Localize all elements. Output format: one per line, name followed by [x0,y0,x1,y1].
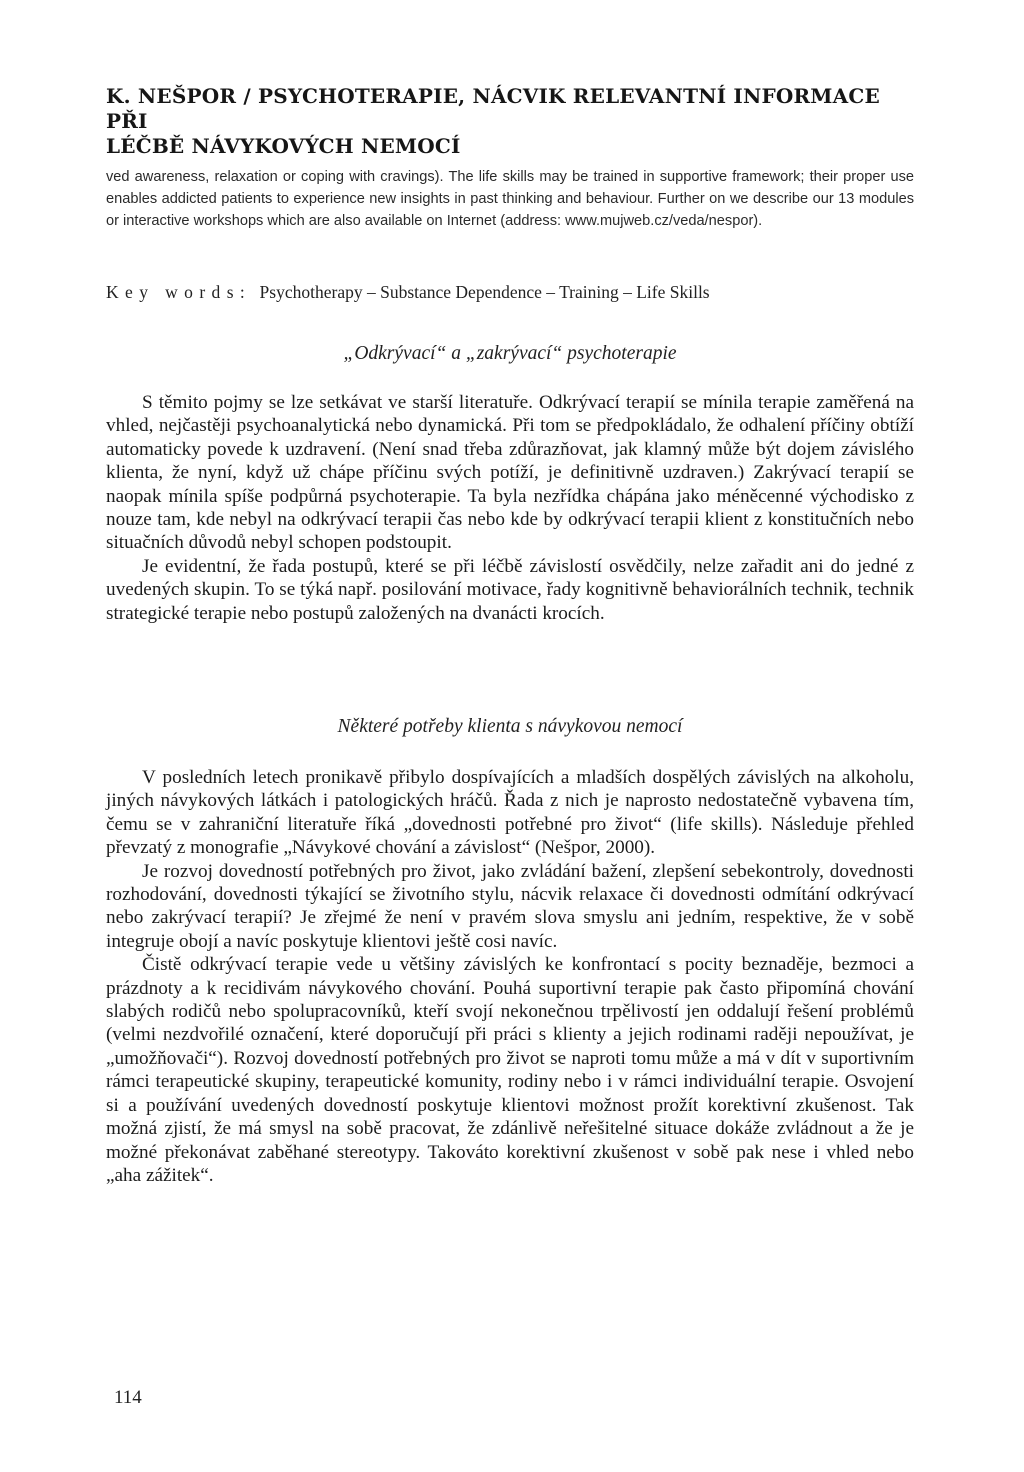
running-header [106,84,926,159]
paragraph: S těmito pojmy se lze setkávat ve starší literatuře. Odkrývací terapií se mínila terapie zaměřená na vhled, nejčastěji psychoanalytická nebo dynamická. Při tom se předpokládalo, že odhalení příčiny obtíží automaticky povede k uzdravení. (Není snad třeba zdůrazňovat, jak klamný může být dojem závislého klienta, že nyní, když už chápe příčinu svých potíží, je definitivně uzdraven.) Zakrývací terapií se naopak mínila spíše podpůrná psychoterapie. Ta byla nezřídka chápána jako méněcenné východisko z nouze tam, kde nebyl na odkrývací terapii čas nebo kde by odkrývací terapii klient z konstitučních nebo situačních důvodů nebyl schopen podstoupit. [106,392,914,554]
paragraph: Je rozvoj dovedností potřebných pro život, jako zvládání bažení, zlepšení sebekontroly, dovednosti rozhodování, dovednosti týkající se životního stylu, nácvik relaxace či dovednosti odmítání odkrývací nebo zakrývací terapií? Je zřejmé že není v pravém slova smyslu ani jedním, respektive, že v sobě integruje obojí a navíc poskytuje klientovi ještě cosi navíc. [106,860,914,952]
section-1-body [106,391,914,625]
abstract-text: ved awareness, relaxation or coping with cravings). The life skills may be trained in supportive framework; their proper use enables addicted patients to experience new insights in past thinking and behaviour. Further on we describe our 13 modules or interactive workshops which are also available on Internet (address: www.mujweb.cz/veda/nespor). [106,169,914,229]
paragraph: V posledních letech pronikavě přibylo dospívajících a mladších dospělých závislých na alkoholu, jiných návykových látkách i patologických hráčů. Řada z nich je naprosto nedostatečně vybavena tím, čemu se v zahraniční literatuře říká „dovednosti potřebné pro život“ (life skills). Následuje přehled převzatý z monografie „Návykové chování a závislost“ (Nešpor, 2000). [106,767,914,859]
header-line-2: LÉČBĚ NÁVYKOVÝCH NEMOCÍ [106,134,461,158]
paragraph: Je evidentní, že řada postupů, které se při léčbě závislostí osvědčily, nelze zařadit ani do jedné z uvedených skupin. To se týká např. posilování motivace, řady kognitivně behaviorálních technik, technik strategické terapie nebo postupů založených na dvanácti krocích. [106,555,914,624]
section-2-body [106,766,914,1187]
keywords-value: Psychotherapy – Substance Dependence – Training – Life Skills [259,282,710,302]
keywords-label: Key words: [106,282,252,302]
section-heading-2: Některé potřeby klienta s návykovou nemocí [337,716,683,737]
paragraph: Čistě odkrývací terapie vede u většiny závislých ke konfrontací s pocity beznaděje, bezmoci a prázdnoty a k recidivám návykového chování. Pouhá suportivní terapie pak často připomíná chování slabých rodičů nebo spolupracovníků, kteří svojí nekonečnou trpělivostí jen oddalují řešení problémů (velmi nezdvořilé označení, které doporučují při práci s klienty a jejich rodinami raději nepoužívat, je „umožňovači“). Rozvoj dovedností potřebných pro život se naproti tomu může a má v dít v suportivním rámci terapeutické skupiny, terapeutické komunity, rodiny nebo i v rámci individuální terapie. Osvojení si a používání uvedených dovedností poskytuje klientovi možnost prožít korektivní zkušenost. Tak možná zjistí, že má smysl na sobě pracovat, že zdánlivě neřešitelné situace dokáže zvládnout a že je možné překonávat zaběhané stereotypy. Takováto korektivní zkušenost v sobě pak nese i vhled nebo „aha zážitek“. [106,954,914,1186]
header-line-1: K. NEŠPOR / PSYCHOTERAPIE, NÁCVIK RELEVANTNÍ INFORMACE PŘI [106,84,880,133]
section-heading-1: „Odkrývací“ a „zakrývací“ psychoterapie [343,343,677,364]
page-number: 114 [114,1387,142,1408]
keywords-line [106,280,914,304]
